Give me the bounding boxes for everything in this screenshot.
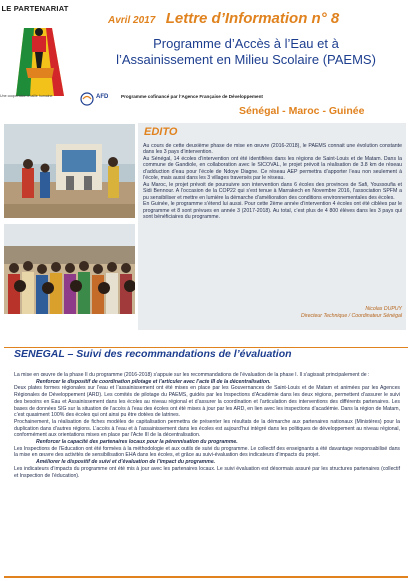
senegal-paragraph-4: Les indicateurs d’impacts du programme ont été mis à jour avec les partenaires locaux. Le suivi évaluation est désormais assuré par les structures partenaires (collectif et Inspection de l’éducation). [14,465,400,479]
edito-title: EDITO [144,126,178,138]
senegal-bullet-1: Renforcer le dispositif de coordination pilotage et l’articuler avec l’acte III de la décentralisation. [36,378,271,385]
issue-heading [108,10,408,28]
senegal-section-body [14,372,400,479]
edito-paragraph: En Guinée, le programme s’étend lui aussi. Pour cette 2ème année d’intervention 4 écoles ont été ciblées par le programme et 8 sont prévues en année 3 (2017-2018). Au total, c’est plus de 4 800 élèves dans les 3 pays qui sont bénéficiaires du programme. [143,201,402,220]
edito-paragraph: Au Sénégal, 14 écoles d’intervention ont été identifiées dans les régions de Saint-Louis et de Matam. Dans la commune de Gandiole, en collaboration avec le SICOVAL, le projet prévoit la réalisation de 3.8 km de réseau d’adduction d’eau pour l’école de Ndoye Diagne. Ce réseau AEP permettra d’apporter l’eau non seulement à l’école, mais aussi dans les 3 villages traversés par le réseau. [143,155,402,182]
photo-students-at-water-tap [4,124,135,218]
signature-role: Directeur Technique / Coordinateur Sénégal [300,312,402,319]
funding-note: Programme cofinancé par l’Agence Française de Développement [121,94,263,99]
senegal-paragraph-3: Les Inspections de l’Education ont été formées à la méthodologie et aux outils de suivi du programme. Le collectif des enseignants a été davantage responsabilisé dans la mise en œuvre des activités de sensibilisation EHA dans les écoles, et grâce au suivi-évaluation des indicateurs d’impacts du projet. [14,445,400,459]
edito-body [143,143,402,220]
logo-title: LE PARTENARIAT [1,4,69,13]
program-title [84,36,408,68]
footer-rule [4,576,408,578]
afd-label: AFD [96,94,109,100]
edito-paragraph: Au Maroc, le projet prévoit de poursuivre son intervention dans 6 écoles des provinces de Safi, Youssoufia et Sidi Bennour. A l’occasion de la COP22 qui s’est tenue à Marrakech en Novembre 2016, l’association SPFM a pu sensibiliser et mettre en lumière la démarche d’amélioration des conditions environnementales des écoles. [143,181,402,201]
senegal-intro: La mise en œuvre de la phase II du programme (2016-2018) s’appuie sur les recommandations de l’évaluation de la phase I. Il s’agissait principalement de : [14,372,370,378]
partenariat-logo [2,6,72,104]
senegal-paragraph-1: Deux plates formes régionales sur l’eau et l’assainissement ont été mises en place par les Gouvernances de Saint-Louis et de Matam et animées par les Agences Régionales de Développement (ARD). Les comités de pilotage du PAEMS, guidés par les Inspections d’Académie dans les deux régions, permettent d’assurer le suivi des besoins en Eau et Assainissement dans les écoles au niveau régional et d’assurer la coordination et l’articulation des interventions des différents partenaires. Les bases de données SIG sur la situation de l’accès à l’eau des écoles ont été mises à jour par les ARD, en lien avec les inspections d’académie. Dans la région de Matam, c’est quasiment 100% des écoles qui ont ainsi pu être dotées de latrines. [14,385,400,419]
signature-name: Nicolas DUPUY [365,306,402,312]
edito-paragraph: Au cours de cette deuxième phase de mise en œuvre (2016-2018), le PAEMS connait une évolution constante dans les 3 pays d’intervention. [143,143,402,156]
issue-date: Avril 2017 [108,15,156,26]
logo-tagline: Une coopération à taille humaine [0,94,53,98]
program-title-line2: l’Assainissement en Milieu Scolaire (PAEMS) [116,52,376,67]
senegal-bullet-2: Renforcer la capacité des partenaires locaux pour la pérennisation du programme. [36,439,238,446]
photo-school-crowd [4,224,135,314]
edito-signature [262,306,402,319]
senegal-bullet-3: Améliorer le dispositif de suivi et d’évaluation de l’impact du programme. [36,459,216,466]
program-title-line1: Programme d’Accès à l’Eau et à [153,36,339,51]
countries-line: Sénégal - Maroc - Guinée [239,105,365,117]
senegal-section-title: SENEGAL – Suivi des recommandations de l’évaluation [14,348,292,360]
issue-title: Lettre d’Information n° 8 [165,10,340,27]
senegal-paragraph-2: Prochainement, la réalisation de fiches modèles de capitalisation permettra de présenter les résultats de la démarche aux partenaires nationaux (Ministères) pour la duplication dans d’autres régions. L’accès à l’eau et à l’assainissement dans les écoles est aujourd’hui intégré dans les politiques de développement au niveau régional, conformément aux orientations mises en place par l’Acte III de la décentralisation. [14,418,400,439]
